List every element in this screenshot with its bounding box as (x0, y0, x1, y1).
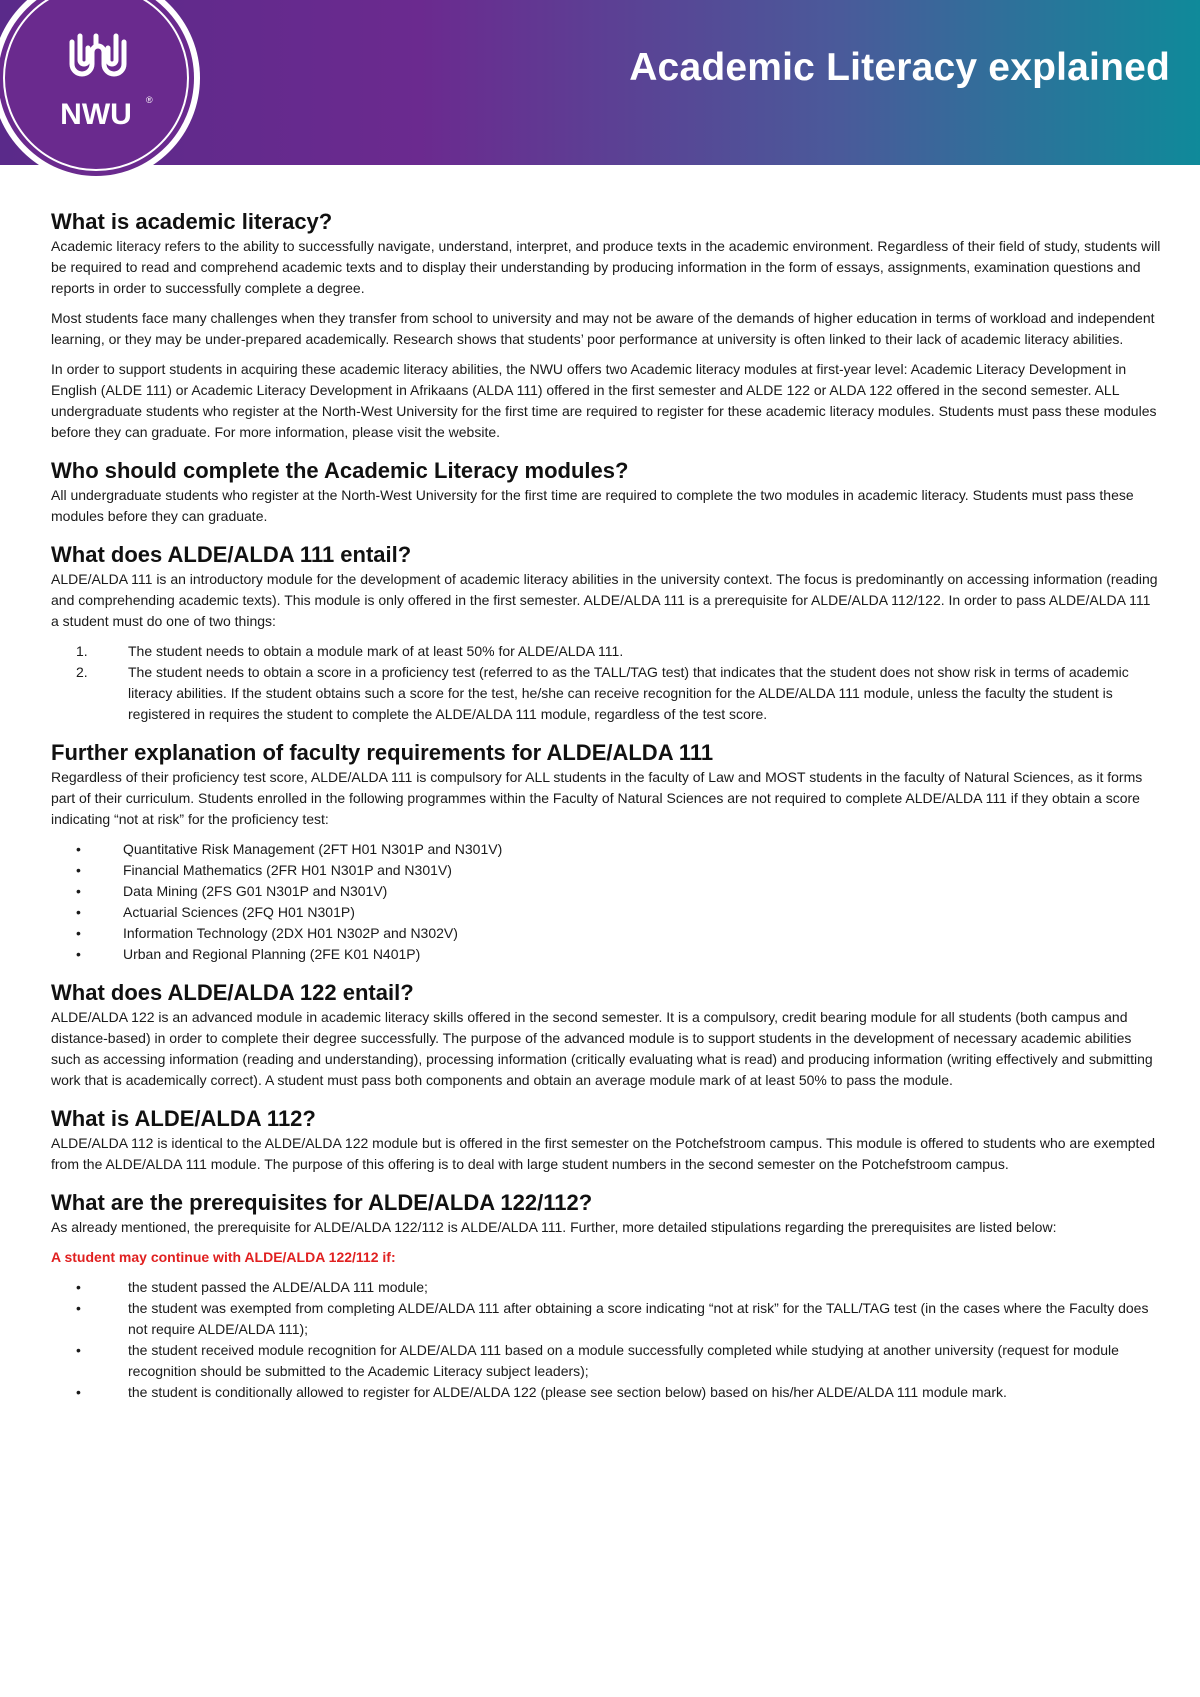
list-item (51, 1298, 1161, 1340)
bullet-marker: • (76, 1342, 81, 1358)
list-marker: 1. (76, 643, 88, 659)
section-heading-alde-112: What is ALDE/ALDA 112? (51, 1106, 316, 1131)
list-item-text: The student needs to obtain a score in a proficiency test (referred to as the TALL/TAG test) that indicates that the student does not show risk in terms of academic literacy abilities. If the student obtains such a score for the test, he/she can receive recognition for the ALDE/ALDA 111 module, unless the faculty the student is registered in requires the student to complete the ALDE/ALDA 111 module, regardless of the test score. (128, 664, 1129, 722)
list-item-text: the student was exempted from completing ALDE/ALDA 111 after obtaining a score indicating “not at risk” for the TALL/TAG test (in the cases where the Faculty does not require ALDE/ALDA 111); (128, 1300, 1149, 1337)
bullet-marker: • (76, 1300, 81, 1316)
list-item-text: the student is conditionally allowed to register for ALDE/ALDA 122 (please see section below) based on his/her ALDE/ALDA 111 module mark. (128, 1384, 1007, 1400)
list-item (51, 881, 1161, 902)
logo-text: NWU (60, 98, 132, 131)
list-item (51, 839, 1161, 860)
section-paragraph: As already mentioned, the prerequisite for ALDE/ALDA 122/112 is ALDE/ALDA 111. Further, more detailed stipulations regarding the prerequisites are listed below: (51, 1219, 1057, 1235)
page-title: Academic Literacy explained (629, 46, 1170, 89)
bullet-marker: • (76, 883, 81, 899)
list-item (51, 860, 1161, 881)
section-paragraph: Most students face many challenges when they transfer from school to university and may not be aware of the demands of higher education in terms of workload and independent learning, or they may be under-prepared academically. Research shows that students’ poor performance at university is often linked to their lack of academic literacy abilities. (51, 310, 1155, 347)
section-heading-alde-122-entail: What does ALDE/ALDA 122 entail? (51, 980, 414, 1005)
list-marker: 2. (76, 664, 88, 680)
list-item (51, 641, 1161, 662)
prerequisite-list (51, 1277, 1161, 1403)
section-heading-prerequisites: What are the prerequisites for ALDE/ALDA 122/112? (51, 1190, 593, 1215)
nwu-logo-graphic (0, 0, 200, 180)
list-item (51, 944, 1161, 965)
list-item (51, 1277, 1161, 1298)
list-item-text: the student received module recognition for ALDE/ALDA 111 based on a module successfully completed while studying at another university (request for module recognition should be submitted to the Academic Literacy subject leaders); (128, 1342, 1119, 1379)
list-item-text: Urban and Regional Planning (2FE K01 N401P) (123, 946, 421, 962)
bullet-marker: • (76, 841, 81, 857)
section-heading-alde-111-entail: What does ALDE/ALDA 111 entail? (51, 542, 412, 567)
bullet-marker: • (76, 904, 81, 920)
list-item (51, 1340, 1161, 1382)
list-item (51, 1382, 1161, 1403)
programme-list (51, 839, 1161, 965)
list-item-text: Financial Mathematics (2FR H01 N301P and N301V) (123, 862, 452, 878)
nwu-logo (0, 0, 200, 180)
list-item (51, 923, 1161, 944)
bullet-marker: • (76, 946, 81, 962)
numbered-list (51, 641, 1161, 725)
section-paragraph: Regardless of their proficiency test score, ALDE/ALDA 111 is compulsory for ALL students in the faculty of Law and MOST students in the faculty of Natural Sciences, as it forms part of their curriculum. Students enrolled in the following programmes within the Faculty of Natural Sciences are not required to complete ALDE/ALDA 111 if they obtain a score indicating “not at risk” for the proficiency test: (51, 769, 1143, 827)
list-item-text: The student needs to obtain a module mark of at least 50% for ALDE/ALDA 111. (128, 643, 624, 659)
section-paragraph: All undergraduate students who register at the North-West University for the first time are required to complete the two modules in academic literacy. Students must pass these modules before they can graduate. (51, 487, 1134, 524)
section-heading-who-should-complete: Who should complete the Academic Literacy modules? (51, 458, 629, 483)
list-item-text: Information Technology (2DX H01 N302P and N302V) (123, 925, 458, 941)
section-heading-faculty-requirements: Further explanation of faculty requirements for ALDE/ALDA 111 (51, 740, 714, 765)
bullet-marker: • (76, 1279, 81, 1295)
section-paragraph: In order to support students in acquiring these academic literacy abilities, the NWU offers two Academic literacy modules at first-year level: Academic Literacy Development in English (ALDE 111) or Academic Literacy Development in Afrikaans (ALDA 111) offered in the first semester and ALDE 122 or ALDA 122 offered in the second semester. ALL undergraduate students who register at the North-West University for the first time are required to register for these academic literacy modules. Students must pass these modules before they can graduate. For more information, please visit the website. (51, 361, 1157, 440)
section-paragraph: ALDE/ALDA 122 is an advanced module in academic literacy skills offered in the second semester. It is a compulsory, credit bearing module for all students (both campus and distance-based) in order to complete their degree successfully. The purpose of the advanced module is to support students in the development of necessary academic abilities such as accessing information (reading and understanding), processing information (critically evaluating what is read) and producing information (writing effectively and submitting work that is academically correct). A student must pass both components and obtain an average module mark of at least 50% to pass the module. (51, 1009, 1153, 1088)
continue-conditions-note: A student may continue with ALDE/ALDA 122/112 if: (51, 1249, 396, 1265)
list-item (51, 902, 1161, 923)
bullet-marker: • (76, 925, 81, 941)
section-paragraph: ALDE/ALDA 111 is an introductory module for the development of academic literacy abilities in the university context. The focus is predominantly on accessing information (reading and comprehending academic texts). This module is only offered in the first semester. ALDE/ALDA 111 is a prerequisite for ALDE/ALDA 112/122. In order to pass ALDE/ALDA 111 a student must do one of two things: (51, 571, 1158, 629)
section-paragraph: ALDE/ALDA 112 is identical to the ALDE/ALDA 122 module but is offered in the first semester on the Potchefstroom campus. This module is offered to students who are exempted from the ALDE/ALDA 111 module. The purpose of this offering is to deal with large student numbers in the second semester on the Potchefstroom campus. (51, 1135, 1156, 1172)
document-body (51, 208, 1161, 1403)
bullet-marker: • (76, 1384, 81, 1400)
section-paragraph: Academic literacy refers to the ability to successfully navigate, understand, interpret, and produce texts in the academic environment. Regardless of their field of study, students will be required to read and comprehend academic texts and to display their understanding by producing information in the form of essays, assignments, examination questions and reports in order to successfully complete a degree. (51, 238, 1161, 296)
list-item (51, 662, 1161, 725)
section-heading-what-is-academic-literacy: What is academic literacy? (51, 209, 333, 234)
bullet-marker: • (76, 862, 81, 878)
logo-registered-mark: ® (146, 95, 153, 105)
list-item-text: Quantitative Risk Management (2FT H01 N301P and N301V) (123, 841, 503, 857)
list-item-text: Actuarial Sciences (2FQ H01 N301P) (123, 904, 355, 920)
list-item-text: the student passed the ALDE/ALDA 111 module; (128, 1279, 428, 1295)
list-item-text: Data Mining (2FS G01 N301P and N301V) (123, 883, 388, 899)
